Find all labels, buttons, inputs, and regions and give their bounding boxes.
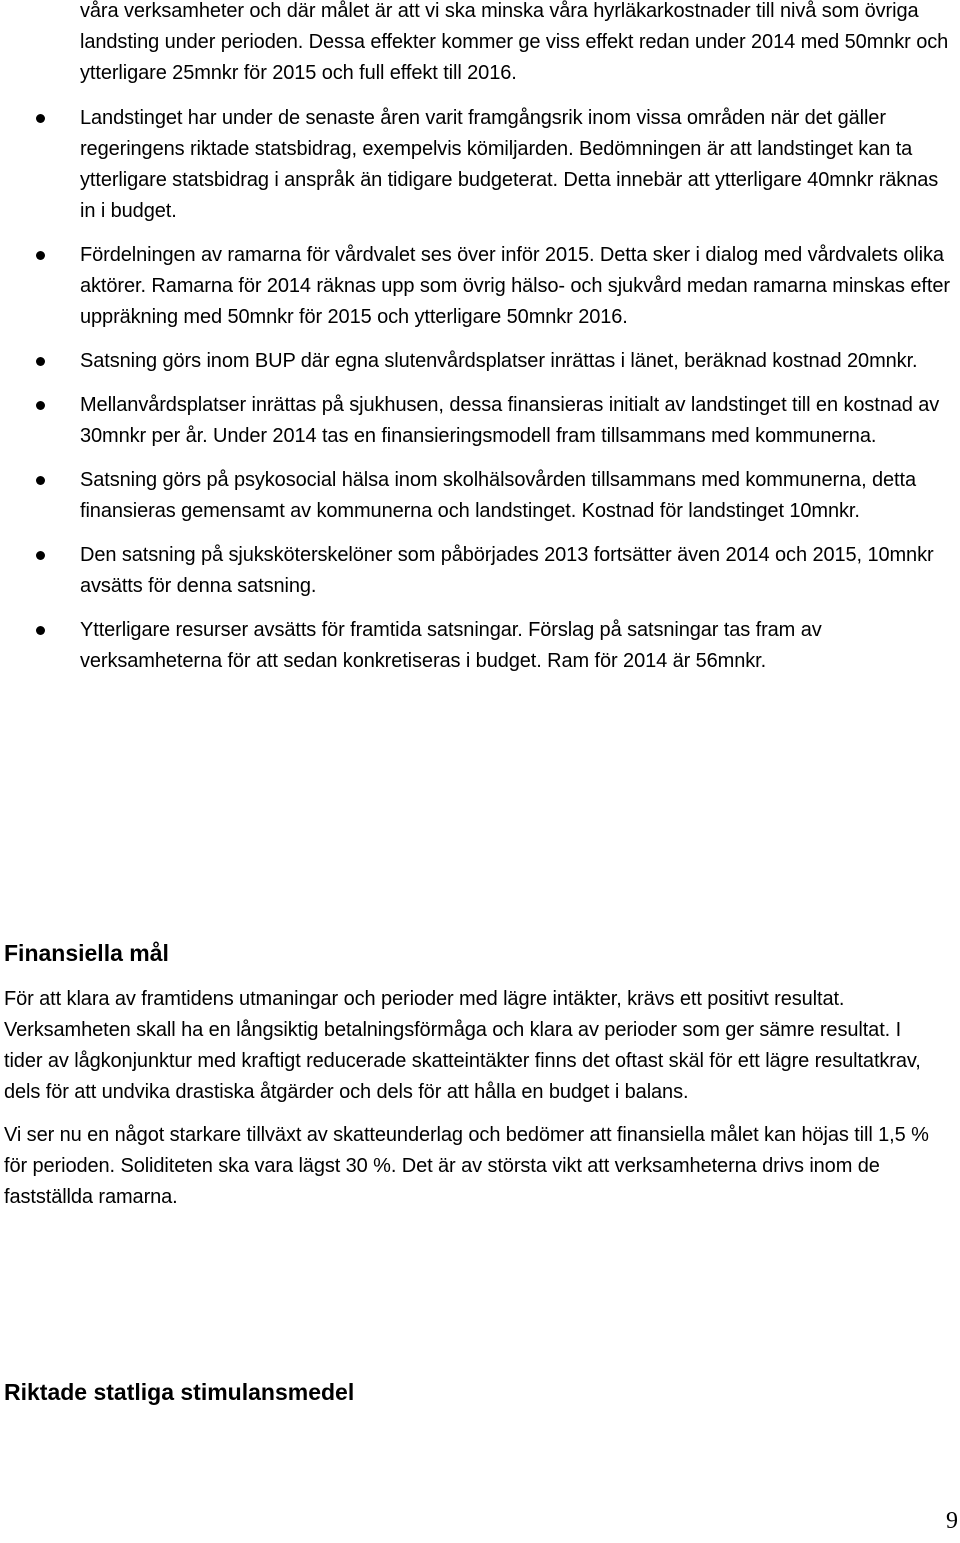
list-item: [0, 615, 960, 677]
bullet-icon: [36, 401, 45, 410]
list-item-text: Landstinget har under de senaste åren varit framgångsrik inom vissa områden när det gäller regeringens riktade statsbidrag, exempelvis kömiljarden. Bedömningen är att landstinget kan ta ytterligare statsbidrag i anspråk än tidigare budgeterat. Detta innebär att ytterligare 40mnkr räknas in i budget.: [80, 107, 939, 222]
list-item-text: Satsning görs på psykosocial hälsa inom skolhälsovården tillsammans med kommunerna, detta finansieras gemensamt av kommunerna och landstinget. Kostnad för landstinget 10mnkr.: [80, 469, 916, 522]
bullet-icon: [36, 251, 45, 260]
bullet-icon: [36, 626, 45, 635]
bullet-icon: [36, 476, 45, 485]
continuation-paragraph: våra verksamheter och där målet är att vi ska minska våra hyrläkarkostnader till nivå som övriga landsting under perioden. Dessa effekter kommer ge viss effekt redan under 2014 med 50mnkr och ytterligare 25mnkr för 2015 och full effekt till 2016.: [80, 0, 949, 84]
list-item: [0, 390, 960, 452]
list-item-text: Mellanvårdsplatser inrättas på sjukhusen, dessa finansieras initialt av landstinget till en kostnad av 30mnkr per år. Under 2014 tas en finansieringsmodell fram tillsammans med kommunerna.: [80, 394, 940, 447]
page-number: 9: [946, 1508, 958, 1534]
list-item: [0, 540, 960, 602]
section-heading: Finansiella mål: [4, 940, 169, 966]
list-item-text: Ytterligare resurser avsätts för framtida satsningar. Förslag på satsningar tas fram av verksamheterna för att sedan konkretiseras i budget. Ram för 2014 är 56mnkr.: [80, 619, 822, 672]
list-item: [0, 465, 960, 527]
bullet-list: [0, 103, 960, 690]
list-item-text: Satsning görs inom BUP där egna slutenvårdsplatser inrättas i länet, beräknad kostnad 20mnkr.: [80, 350, 918, 372]
bullet-icon: [36, 551, 45, 560]
riktade-statliga-section: [4, 1377, 944, 1407]
section-heading: Riktade statliga stimulansmedel: [4, 1379, 355, 1405]
paragraph: För att klara av framtidens utmaningar och perioder med lägre intäkter, krävs ett positivt resultat. Verksamheten skall ha en långsiktig betalningsförmåga och klara av perioder som ger sämre resultat. I tider av lågkonjunktur med kraftigt reducerade skatteintäkter finns det oftast skäl för ett lägre resultatkrav, dels för att undvika drastiska åtgärder och dels för att hålla en budget i balans.: [4, 988, 921, 1103]
bullet-icon: [36, 357, 45, 366]
list-item: [0, 240, 960, 333]
finansiella-mal-section: [4, 938, 944, 1213]
list-item: [0, 103, 960, 227]
list-item-text: Fördelningen av ramarna för vårdvalet ses över inför 2015. Detta sker i dialog med vårdvalets olika aktörer. Ramarna för 2014 räknas upp som övrig hälso- och sjukvård medan ramarna minskas efter uppräkning med 50mnkr för 2015 och ytterligare 50mnkr 2016.: [80, 244, 950, 328]
bullet-icon: [36, 114, 45, 123]
list-item: [0, 346, 960, 377]
paragraph: Vi ser nu en något starkare tillväxt av skatteunderlag och bedömer att finansiella målet kan höjas till 1,5 % för perioden. Soliditeten ska vara lägst 30 %. Det är av största vikt att verksamheterna drivs inom de fastställda ramarna.: [4, 1124, 929, 1208]
list-item-text: Den satsning på sjuksköterskelöner som påbörjades 2013 fortsätter även 2014 och 2015, 10mnkr avsätts för denna satsning.: [80, 544, 934, 597]
